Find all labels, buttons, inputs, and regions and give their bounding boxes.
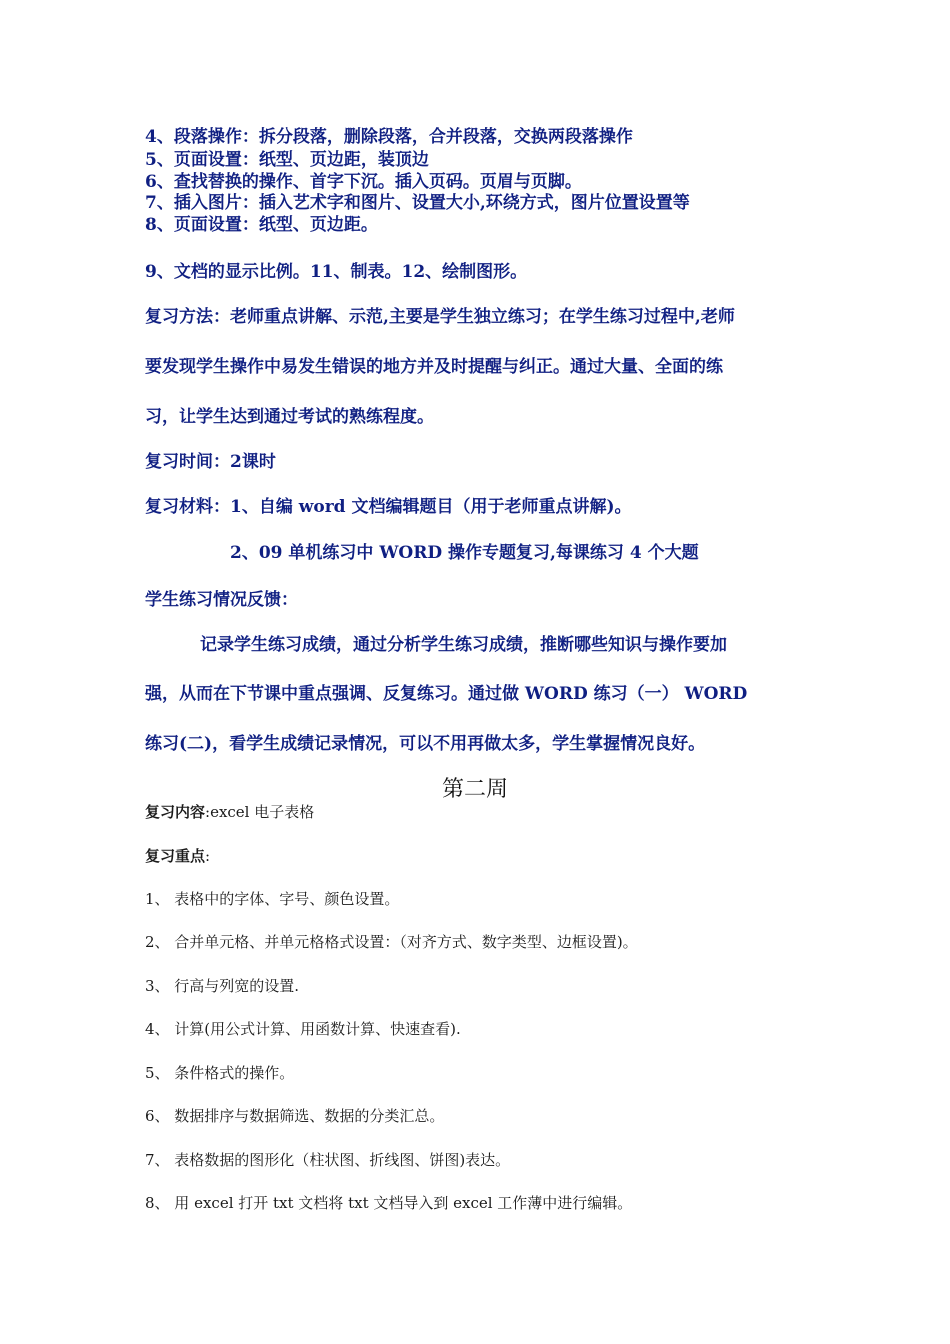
content-row [145, 801, 314, 822]
excel-item-7: 7、 表格数据的图形化（柱状图、折线图、饼图)表达。 [145, 1151, 511, 1169]
week-title: 第二周 [441, 777, 508, 802]
op-item-4: 4、段落操作：拆分段落，删除段落，合并段落，交换两段落操作 [145, 127, 633, 147]
feedback-line-2: 强，从而在下节课中重点强调、反复练习。通过做 WORD 练习（一） WORD [145, 684, 748, 704]
excel-item-5: 5、 条件格式的操作。 [145, 1064, 295, 1082]
method-line-2: 要发现学生操作中易发生错误的地方并及时提醒与纠正。通过大量、全面的练 [145, 357, 723, 377]
method-line-3: 习，让学生达到通过考试的熟练程度。 [145, 407, 434, 427]
content-value: :excel 电子表格 [205, 803, 315, 821]
key-label: 复习重点 [145, 847, 206, 865]
excel-item-2: 2、 合并单元格、并单元格格式设置：（对齐方式、数字类型、边框设置)。 [145, 933, 638, 951]
feedback-line-1: 记录学生练习成绩，通过分析学生练习成绩，推断哪些知识与操作要加 [200, 635, 727, 655]
feedback-title: 学生练习情况反馈： [145, 590, 298, 610]
content-label: 复习内容 [145, 803, 206, 821]
op-item-7: 7、插入图片：插入艺术字和图片、设置大小,环绕方式，图片位置设置等 [145, 193, 690, 213]
key-colon: : [205, 847, 211, 865]
op-item-5: 5、页面设置：纸型、页边距，装顶边 [145, 150, 429, 170]
excel-item-6: 6、 数据排序与数据筛选、数据的分类汇总。 [145, 1107, 445, 1125]
key-row [145, 845, 210, 866]
excel-item-1: 1、 表格中的字体、字号、颜色设置。 [145, 890, 400, 908]
op-item-6: 6、查找替换的操作、首字下沉。插入页码。页眉与页脚。 [145, 172, 582, 192]
op-item-extra: 9、文档的显示比例。11、制表。12、绘制图形。 [145, 262, 528, 282]
method-line-1: 复习方法：老师重点讲解、示范,主要是学生独立练习；在学生练习过程中,老师 [145, 307, 735, 327]
excel-item-4: 4、 计算(用公式计算、用函数计算、快速查看). [145, 1020, 461, 1038]
review-time: 复习时间：2课时 [145, 452, 276, 472]
materials-line-1: 复习材料：1、自编 word 文档编辑题目（用于老师重点讲解)。 [145, 497, 632, 517]
excel-item-8: 8、 用 excel 打开 txt 文档将 txt 文档导入到 excel 工作薄中进行编辑。 [145, 1194, 633, 1212]
excel-item-3: 3、 行高与列宽的设置. [145, 977, 300, 995]
op-item-8: 8、页面设置：纸型、页边距。 [145, 215, 378, 235]
feedback-line-3: 练习(二)，看学生成绩记录情况，可以不用再做太多，学生掌握情况良好。 [145, 734, 706, 754]
materials-line-2: 2、09 单机练习中 WORD 操作专题复习,每课练习 4 个大题 [230, 543, 699, 563]
